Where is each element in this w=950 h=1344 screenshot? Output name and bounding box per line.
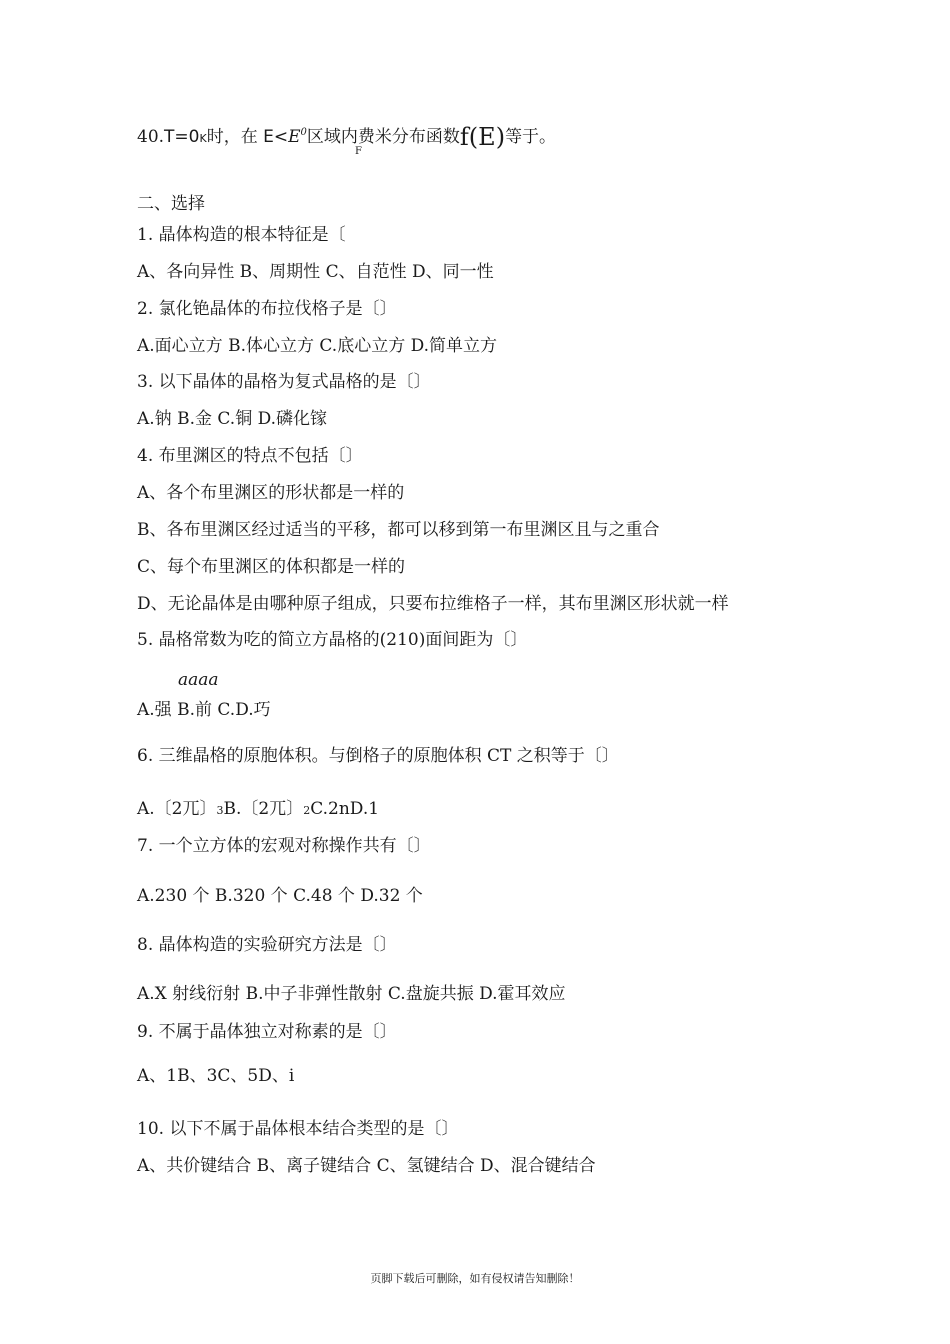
answer-5-options: A.强 B.前 C.D.巧 [137,700,271,720]
question-7: 7. 一个立方体的宏观对称操作共有〔〕 [137,836,431,856]
q6-close-1: 〕 [199,799,217,819]
question-9: 9. 不属于晶体独立对称素的是〔〕 [137,1022,397,1042]
answer-3-options: A.钠 B.金 C.铜 D.磷化镓 [137,409,328,429]
answer-8-options: A.X 射线衍射 B.中子非弹性散射 C.盘旋共振 D.霍耳效应 [137,984,566,1004]
question-4: 4. 布里渊区的特点不包括〔〕 [137,446,363,466]
question-40 [137,123,557,157]
question-8: 8. 晶体构造的实验研究方法是〔〕 [137,935,397,955]
q6-exponent-3: 3 [216,804,224,817]
question-3: 3. 以下晶体的晶格为复式晶格的是〔〕 [137,372,431,392]
question-5: 5. 晶格常数为吃的简立方晶格的(210)面间距为〔〕 [137,630,528,650]
question-2: 2. 氯化铯晶体的布拉伐格子是〔〕 [137,299,397,319]
answer-2-options: A.面心立方 B.体心立方 C.底心立方 D.简单立方 [137,336,498,356]
answer-4-option-b: B、各布里渊区经过适当的平移，都可以移到第一布里渊区且与之重合 [137,520,660,540]
q40-kelvin: K [199,132,207,145]
q40-ef-sup: 0 [300,127,307,138]
answer-1-options: A、各向异性 B、周期性 C、自范性 D、同一性 [137,262,494,282]
q6-option-a: A.〔2 [137,799,183,819]
answer-7-options: A.230 个 B.320 个 C.48 个 D.32 个 [137,886,423,906]
answer-4-option-a: A、各个布里渊区的形状都是一样的 [137,483,405,503]
q6-exponent-2: 2 [303,804,311,817]
q40-temp: T=0 [164,127,200,147]
q6-option-cd: C.2nD.1 [310,799,380,819]
q40-mid: 时，在 [206,127,264,147]
section-title: 二、选择 [137,194,205,214]
page-footer: 页脚下载后可删除，如有侵权请告知删除！ [370,1272,580,1285]
question-1: 1. 晶体构造的根本特征是〔 [137,225,346,245]
q40-prefix: 40. [137,127,165,147]
pi-symbol-2: 兀 [269,799,287,819]
q40-end: 等于。 [505,127,557,147]
q40-fermi-function: f(E) [459,123,506,151]
q40-ef: E [288,127,301,147]
answer-6-options [137,801,379,818]
question-10: 10. 以下不属于晶体根本结合类型的是〔〕 [137,1119,459,1139]
answer-10-options: A、共价键结合 B、离子键结合 C、氢键结合 D、混合键结合 [137,1156,596,1176]
pi-symbol-1: 兀 [182,799,200,819]
answer-9-options: A、1B、3C、5D、i [137,1066,295,1086]
q40-rest: 区域内费米分布函数 [306,127,460,147]
q40-subscript-f: F [355,146,362,157]
question-6: 6. 三维晶格的原胞体积。与倒格子的原胞体积 CT 之积等于〔〕 [137,746,619,766]
q6-close-2: 〕 [286,799,304,819]
answer-4-option-c: C、每个布里渊区的体积都是一样的 [137,557,406,577]
answer-4-option-d: D、无论晶体是由哪种原子组成，只要布拉维格子一样，其布里渊区形状就一样 [137,594,729,614]
fraction-numerators: aaaa [178,670,219,690]
q6-option-b: B.〔2 [223,799,270,819]
q40-e-less: E< [263,127,289,147]
